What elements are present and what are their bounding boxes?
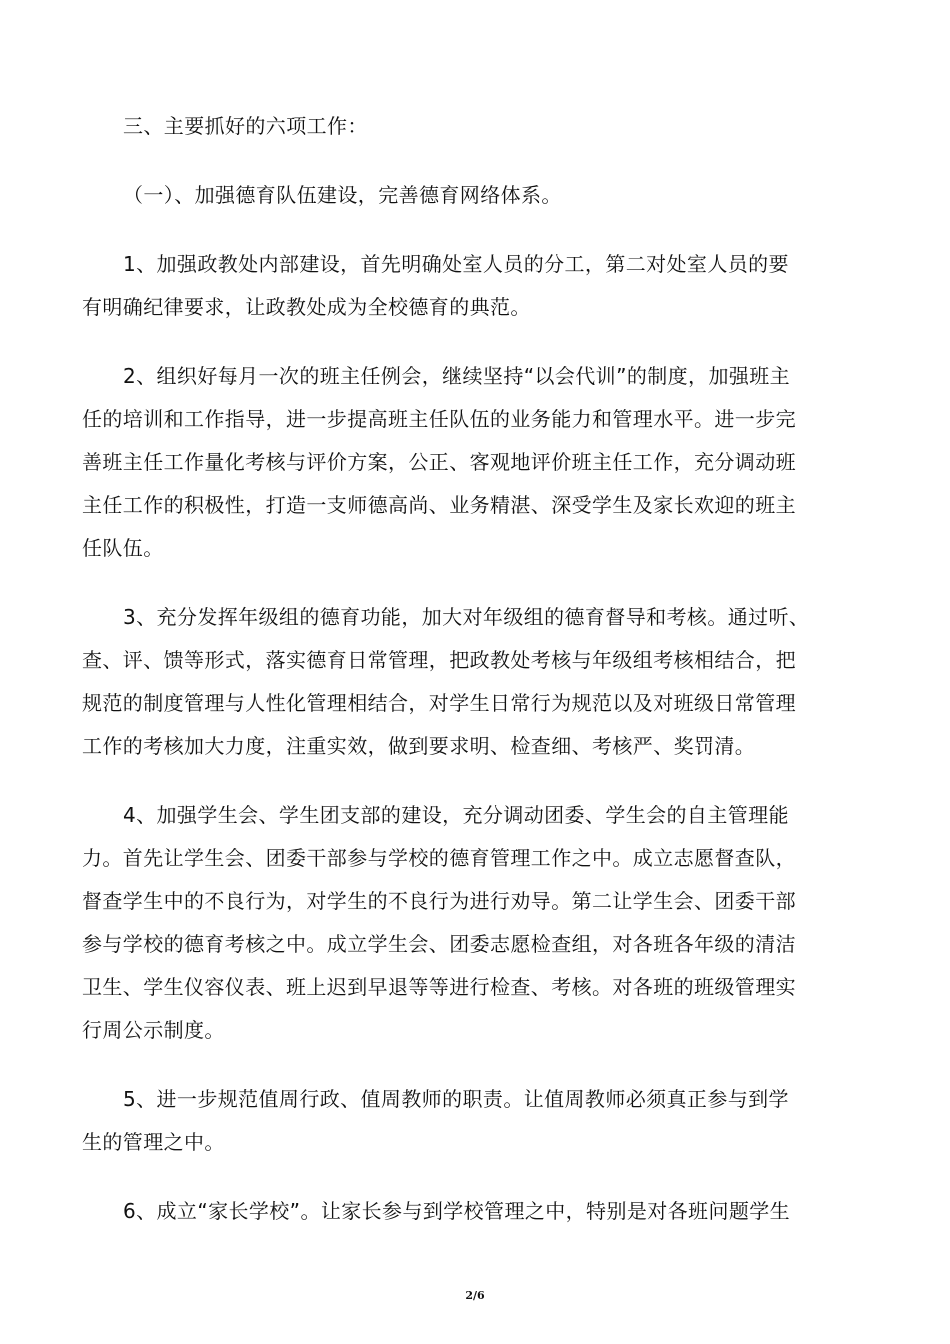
page-number: 2/6 [465, 1289, 485, 1302]
paragraph-line: 督查学生中的不良行为，对学生的不良行为进行劝导。第二让学生会、团委干部 [82, 889, 796, 913]
paragraph-line: 3、充分发挥年级组的德育功能，加大对年级组的德育督导和考核。通过听、 [123, 605, 810, 629]
paragraph-4 [82, 794, 872, 1052]
paragraph-line: 2、组织好每月一次的班主任例会，继续坚持“以会代训”的制度，加强班主 [123, 364, 791, 388]
paragraph-line: 力。首先让学生会、团委干部参与学校的德育管理工作之中。成立志愿督查队， [82, 846, 796, 870]
paragraph-line: 6、成立“家长学校”。让家长参与到学校管理之中，特别是对各班问题学生 [123, 1199, 791, 1223]
paragraph-line: 任的培训和工作指导，进一步提高班主任队伍的业务能力和管理水平。进一步完 [82, 407, 796, 431]
paragraph-line: 5、进一步规范值周行政、值周教师的职责。让值周教师必须真正参与到学 [123, 1087, 789, 1111]
paragraph-line: 1、加强政教处内部建设，首先明确处室人员的分工，第二对处室人员的要 [123, 252, 789, 276]
paragraph-line: 规范的制度管理与人性化管理相结合，对学生日常行为规范以及对班级日常管理 [82, 691, 796, 715]
paragraph-line: 4、加强学生会、学生团支部的建设，充分调动团委、学生会的自主管理能 [123, 803, 789, 827]
paragraph-2 [82, 355, 872, 570]
paragraph-5 [82, 1078, 872, 1164]
paragraph-line: 卫生、学生仪容仪表、班上迟到早退等等进行检查、考核。对各班的班级管理实 [82, 975, 796, 999]
paragraph-6 [82, 1190, 872, 1233]
paragraph-line: 参与学校的德育考核之中。成立学生会、团委志愿检查组，对各班各年级的清洁 [82, 932, 796, 956]
section-heading: 三、主要抓好的六项工作： [123, 114, 368, 138]
paragraph-line: 查、评、馈等形式，落实德育日常管理，把政教处考核与年级组考核相结合，把 [82, 648, 796, 672]
paragraph-3 [82, 596, 872, 768]
paragraph-line: 主任工作的积极性，打造一支师德高尚、业务精湛、深受学生及家长欢迎的班主 [82, 493, 796, 517]
paragraph-line: 工作的考核加大力度，注重实效，做到要求明、检查细、考核严、奖罚清。 [82, 734, 756, 758]
paragraph-line: 任队伍。 [82, 536, 164, 560]
subsection-heading: （一）、加强德育队伍建设，完善德育网络体系。 [123, 183, 562, 207]
paragraph-line: 善班主任工作量化考核与评价方案，公正、客观地评价班主任工作，充分调动班 [82, 450, 796, 474]
paragraph-1 [82, 243, 872, 329]
document-body [82, 105, 872, 1259]
paragraph-line: 生的管理之中。 [82, 1130, 225, 1154]
paragraph-line: 有明确纪律要求，让政教处成为全校德育的典范。 [82, 295, 531, 319]
paragraph-line: 行周公示制度。 [82, 1018, 225, 1042]
